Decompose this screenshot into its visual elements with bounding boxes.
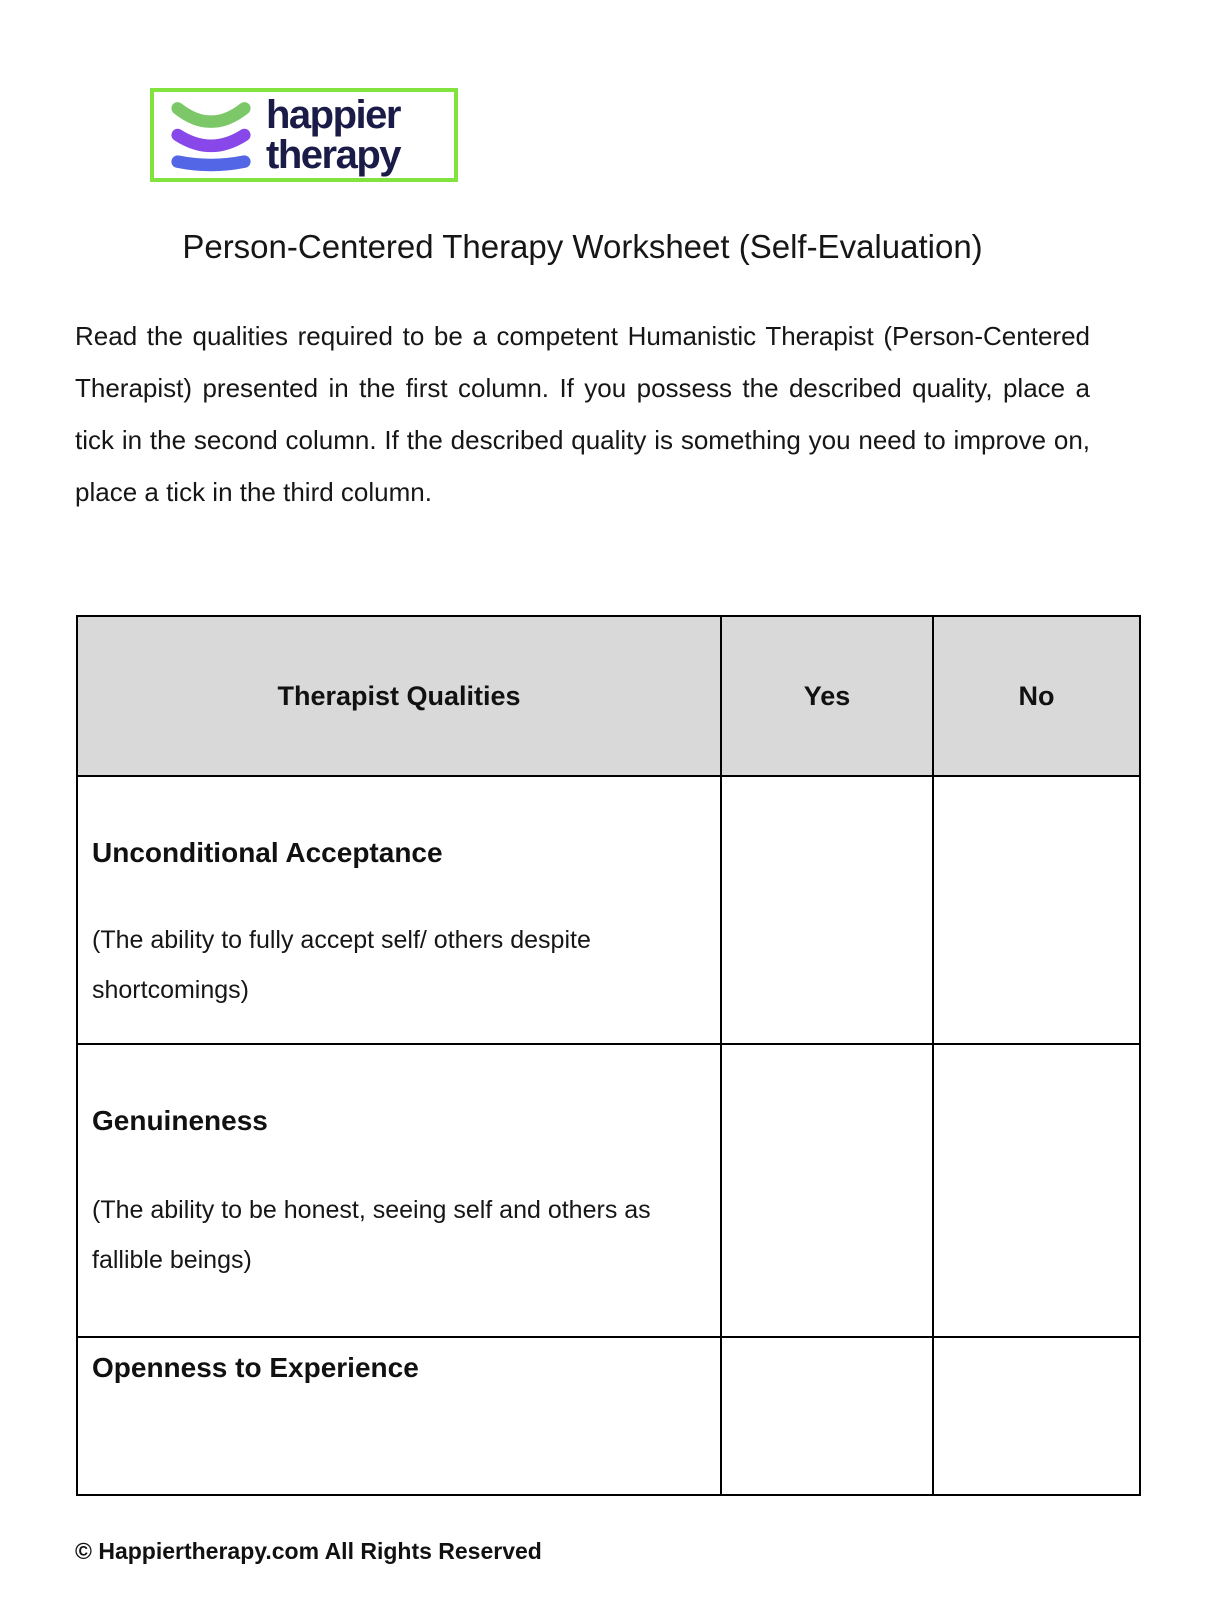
intro-paragraph: Read the qualities required to be a competent Humanistic Therapist (Person-Centered Therapist) presented in the first column. If you possess the described quality, place a tick in the second column. If the described quality is something you need to improve on, place a tick in the third column.: [75, 321, 1090, 507]
header-cell-yes: Yes: [721, 616, 933, 776]
header-cell-no: No: [933, 616, 1140, 776]
no-tick-cell[interactable]: [933, 776, 1140, 1044]
yes-tick-cell[interactable]: [721, 1337, 933, 1495]
quality-cell: [77, 1337, 721, 1495]
smile-curves-icon: [158, 95, 264, 175]
quality-title: Unconditional Acceptance: [92, 837, 443, 868]
yes-tick-cell[interactable]: [721, 1044, 933, 1337]
copyright-footer: © Happiertherapy.com All Rights Reserved: [75, 1538, 542, 1564]
table-header-row: [77, 616, 1140, 776]
yes-tick-cell[interactable]: [721, 776, 933, 1044]
quality-title: Openness to Experience: [92, 1352, 419, 1383]
brand-word-happier: happier: [266, 93, 400, 137]
table-row-unconditional-acceptance: [77, 776, 1140, 1044]
quality-cell: [77, 776, 721, 1044]
brand-logo: [150, 88, 458, 182]
quality-title: Genuineness: [92, 1105, 268, 1136]
no-tick-cell[interactable]: [933, 1337, 1140, 1495]
brand-wordmark: [266, 95, 400, 175]
quality-cell: [77, 1044, 721, 1337]
no-tick-cell[interactable]: [933, 1044, 1140, 1337]
table-row-genuineness: [77, 1044, 1140, 1337]
table-row-openness-to-experience: [77, 1337, 1140, 1495]
qualities-table: [76, 615, 1141, 1496]
quality-description: (The ability to fully accept self/ others despite shortcomings): [92, 926, 591, 1004]
quality-description: (The ability to be honest, seeing self and others as fallible beings): [92, 1196, 651, 1274]
page-title: Person-Centered Therapy Worksheet (Self-Evaluation): [182, 228, 983, 265]
brand-word-therapy: therapy: [266, 133, 400, 177]
header-cell-therapist-qualities: Therapist Qualities: [77, 616, 721, 776]
